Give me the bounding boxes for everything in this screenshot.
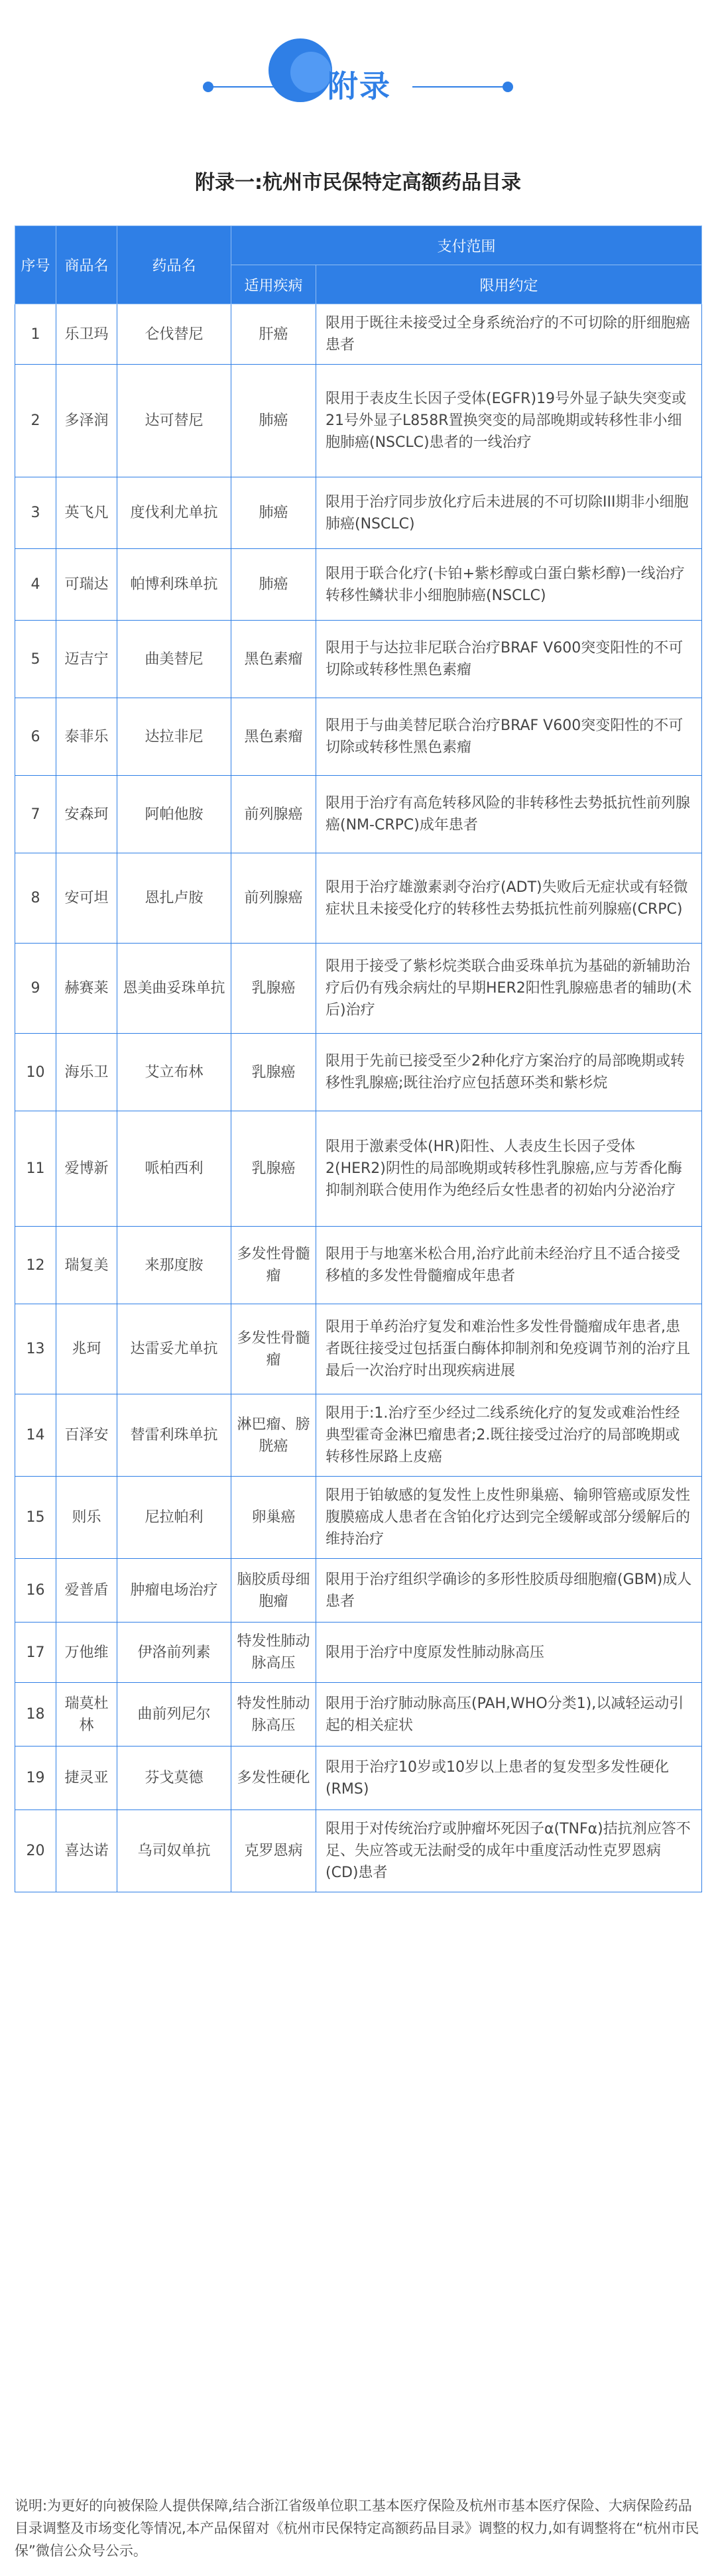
header-product: 商品名 — [56, 226, 117, 304]
row-index: 18 — [15, 1683, 56, 1747]
usage-limit: 限用于先前已接受至少2种化疗方案治疗的局部晚期或转移性乳腺癌;既往治疗应包括蒽环类和紫杉烷 — [316, 1034, 702, 1111]
table-row — [15, 1304, 702, 1394]
usage-limit: 限用于治疗10岁或10岁以上患者的复发型多发性硬化(RMS) — [316, 1747, 702, 1810]
drug-name: 仑伐替尼 — [117, 304, 231, 365]
drug-name: 芬戈莫德 — [117, 1747, 231, 1810]
product-name: 百泽安 — [56, 1394, 117, 1477]
product-name: 则乐 — [56, 1477, 117, 1559]
row-index: 9 — [15, 944, 56, 1034]
table-row — [15, 1559, 702, 1623]
row-index: 12 — [15, 1227, 56, 1304]
footnote: 说明:为更好的向被保险人提供保障,结合浙江省级单位职工基本医疗保险及杭州市基本医疗保险、大病保险药品目录调整及市场变化等情况,本产品保留对《杭州市民保特定高额药品目录》调整的权力,如有调整将在“杭州市民保”微信公众号公示。 — [15, 2498, 699, 2559]
product-name: 安可坦 — [56, 853, 117, 944]
product-name: 泰菲乐 — [56, 698, 117, 776]
applicable-disease: 卵巢癌 — [231, 1477, 316, 1559]
row-index: 17 — [15, 1623, 56, 1683]
applicable-disease: 乳腺癌 — [231, 944, 316, 1034]
table-row — [15, 1227, 702, 1304]
header-drug: 药品名 — [117, 226, 231, 304]
drug-name: 哌柏西利 — [117, 1111, 231, 1227]
row-index: 7 — [15, 776, 56, 853]
applicable-disease: 前列腺癌 — [231, 853, 316, 944]
table-row — [15, 477, 702, 549]
usage-limit: 限用于与曲美替尼联合治疗BRAF V600突变阳性的不可切除或转移性黑色素瘤 — [316, 698, 702, 776]
row-index: 5 — [15, 621, 56, 698]
usage-limit: 限用于铂敏感的复发性上皮性卵巢癌、输卵管癌或原发性腹膜癌成人患者在含铂化疗达到完全缓解或部分缓解后的维持治疗 — [316, 1477, 702, 1559]
applicable-disease: 肺癌 — [231, 365, 316, 477]
header-dot-left — [203, 82, 213, 92]
drug-name: 艾立布林 — [117, 1034, 231, 1111]
usage-limit: 限用于对传统治疗或肿瘤坏死因子α(TNFα)拮抗剂应答不足、失应答或无法耐受的成年中重度活动性克罗恩病(CD)患者 — [316, 1810, 702, 1892]
table-row — [15, 944, 702, 1034]
table-row — [15, 698, 702, 776]
drug-name: 阿帕他胺 — [117, 776, 231, 853]
applicable-disease: 乳腺癌 — [231, 1034, 316, 1111]
drug-name: 来那度胺 — [117, 1227, 231, 1304]
product-name: 海乐卫 — [56, 1034, 117, 1111]
row-index: 16 — [15, 1559, 56, 1623]
drug-name: 帕博利珠单抗 — [117, 549, 231, 621]
usage-limit: 限用于治疗组织学确诊的多形性胶质母细胞瘤(GBM)成人患者 — [316, 1559, 702, 1623]
drug-name: 乌司奴单抗 — [117, 1810, 231, 1892]
applicable-disease: 肝癌 — [231, 304, 316, 365]
product-name: 多泽润 — [56, 365, 117, 477]
applicable-disease: 淋巴瘤、膀胱癌 — [231, 1394, 316, 1477]
table-row — [15, 1747, 702, 1810]
product-name: 英飞凡 — [56, 477, 117, 549]
header-line-right — [412, 86, 508, 88]
applicable-disease: 特发性肺动脉高压 — [231, 1683, 316, 1747]
header-circle-highlight — [290, 52, 331, 93]
row-index: 4 — [15, 549, 56, 621]
table-row — [15, 1111, 702, 1227]
applicable-disease: 多发性骨髓瘤 — [231, 1227, 316, 1304]
applicable-disease: 前列腺癌 — [231, 776, 316, 853]
product-name: 可瑞达 — [56, 549, 117, 621]
row-index: 1 — [15, 304, 56, 365]
table-row — [15, 1034, 702, 1111]
applicable-disease: 克罗恩病 — [231, 1810, 316, 1892]
usage-limit: 限用于治疗同步放化疗后未进展的不可切除III期非小细胞肺癌(NSCLC) — [316, 477, 702, 549]
drug-name: 达可替尼 — [117, 365, 231, 477]
product-name: 安森珂 — [56, 776, 117, 853]
table-row — [15, 1810, 702, 1892]
usage-limit: 限用于治疗肺动脉高压(PAH,WHO分类1),以减轻运动引起的相关症状 — [316, 1683, 702, 1747]
table-row — [15, 776, 702, 853]
header-payment-scope: 支付范围 — [231, 226, 702, 265]
table-row — [15, 549, 702, 621]
product-name: 喜达诺 — [56, 1810, 117, 1892]
product-name: 瑞莫杜林 — [56, 1683, 117, 1747]
drug-name: 恩美曲妥珠单抗 — [117, 944, 231, 1034]
usage-limit: 限用于表皮生长因子受体(EGFR)19号外显子缺失突变或21号外显子L858R置换突变的局部晚期或转移性非小细胞肺癌(NSCLC)患者的一线治疗 — [316, 365, 702, 477]
usage-limit: 限用于接受了紫杉烷类联合曲妥珠单抗为基础的新辅助治疗后仍有残余病灶的早期HER2阳性乳腺癌患者的辅助(术后)治疗 — [316, 944, 702, 1034]
row-index: 19 — [15, 1747, 56, 1810]
applicable-disease: 黑色素瘤 — [231, 621, 316, 698]
product-name: 捷灵亚 — [56, 1747, 117, 1810]
product-name: 爱普盾 — [56, 1559, 117, 1623]
table-row — [15, 853, 702, 944]
drug-name: 肿瘤电场治疗 — [117, 1559, 231, 1623]
product-name: 爱博新 — [56, 1111, 117, 1227]
table-row — [15, 621, 702, 698]
drug-name: 曲美替尼 — [117, 621, 231, 698]
usage-limit: 限用于单药治疗复发和难治性多发性骨髓瘤成年患者,患者既往接受过包括蛋白酶体抑制剂和免疫调节剂的治疗且最后一次治疗时出现疾病进展 — [316, 1304, 702, 1394]
applicable-disease: 肺癌 — [231, 477, 316, 549]
header-disease: 适用疾病 — [231, 265, 316, 304]
usage-limit: 限用于治疗雄激素剥夺治疗(ADT)失败后无症状或有轻微症状且未接受化疗的转移性去势抵抗性前列腺癌(CRPC) — [316, 853, 702, 944]
usage-limit: 限用于:1.治疗至少经过二线系统化疗的复发或难治性经典型霍奇金淋巴瘤患者;2.既往接受过治疗的局部晚期或转移性尿路上皮癌 — [316, 1394, 702, 1477]
applicable-disease: 乳腺癌 — [231, 1111, 316, 1227]
row-index: 13 — [15, 1304, 56, 1394]
row-index: 6 — [15, 698, 56, 776]
applicable-disease: 多发性骨髓瘤 — [231, 1304, 316, 1394]
product-name: 乐卫玛 — [56, 304, 117, 365]
table-row — [15, 365, 702, 477]
row-index: 15 — [15, 1477, 56, 1559]
applicable-disease: 特发性肺动脉高压 — [231, 1623, 316, 1683]
table-row — [15, 1683, 702, 1747]
header-dot-right — [503, 82, 513, 92]
drug-name: 尼拉帕利 — [117, 1477, 231, 1559]
drug-name: 曲前列尼尔 — [117, 1683, 231, 1747]
table-row — [15, 1477, 702, 1559]
product-name: 瑞复美 — [56, 1227, 117, 1304]
applicable-disease: 肺癌 — [231, 549, 316, 621]
drug-name: 恩扎卢胺 — [117, 853, 231, 944]
row-index: 11 — [15, 1111, 56, 1227]
usage-limit: 限用于治疗中度原发性肺动脉高压 — [316, 1623, 702, 1683]
applicable-disease: 多发性硬化 — [231, 1747, 316, 1810]
applicable-disease: 黑色素瘤 — [231, 698, 316, 776]
product-name: 赫赛莱 — [56, 944, 117, 1034]
product-name: 迈吉宁 — [56, 621, 117, 698]
row-index: 3 — [15, 477, 56, 549]
appendix-badge-title: 附录 — [328, 68, 391, 104]
drug-name: 达雷妥尤单抗 — [117, 1304, 231, 1394]
header-limit: 限用约定 — [316, 265, 702, 304]
drug-name: 伊洛前列素 — [117, 1623, 231, 1683]
row-index: 8 — [15, 853, 56, 944]
drug-name: 替雷利珠单抗 — [117, 1394, 231, 1477]
usage-limit: 限用于激素受体(HR)阳性、人表皮生长因子受体2(HER2)阴性的局部晚期或转移性乳腺癌,应与芳香化酶抑制剂联合使用作为绝经后女性患者的初始内分泌治疗 — [316, 1111, 702, 1227]
product-name: 兆珂 — [56, 1304, 117, 1394]
row-index: 14 — [15, 1394, 56, 1477]
header-index: 序号 — [15, 226, 56, 304]
table-row — [15, 304, 702, 365]
usage-limit: 限用于治疗有高危转移风险的非转移性去势抵抗性前列腺癌(NM-CRPC)成年患者 — [316, 776, 702, 853]
usage-limit: 限用于既往未接受过全身系统治疗的不可切除的肝细胞癌患者 — [316, 304, 702, 365]
table-row — [15, 1394, 702, 1477]
row-index: 10 — [15, 1034, 56, 1111]
table-row — [15, 1623, 702, 1683]
row-index: 2 — [15, 365, 56, 477]
drug-name: 度伐利尤单抗 — [117, 477, 231, 549]
product-name: 万他维 — [56, 1623, 117, 1683]
row-index: 20 — [15, 1810, 56, 1892]
usage-limit: 限用于联合化疗(卡铂+紫杉醇或白蛋白紫杉醇)一线治疗转移性鳞状非小细胞肺癌(NSCLC) — [316, 549, 702, 621]
applicable-disease: 脑胶质母细胞瘤 — [231, 1559, 316, 1623]
usage-limit: 限用于与达拉非尼联合治疗BRAF V600突变阳性的不可切除或转移性黑色素瘤 — [316, 621, 702, 698]
drug-name: 达拉非尼 — [117, 698, 231, 776]
page-title: 附录一:杭州市民保特定高额药品目录 — [195, 171, 521, 194]
appendix-header — [0, 0, 716, 166]
drug-list-table — [15, 225, 702, 1892]
usage-limit: 限用于与地塞米松合用,治疗此前未经治疗且不适合接受移植的多发性骨髓瘤成年患者 — [316, 1227, 702, 1304]
table-body — [15, 304, 702, 1892]
